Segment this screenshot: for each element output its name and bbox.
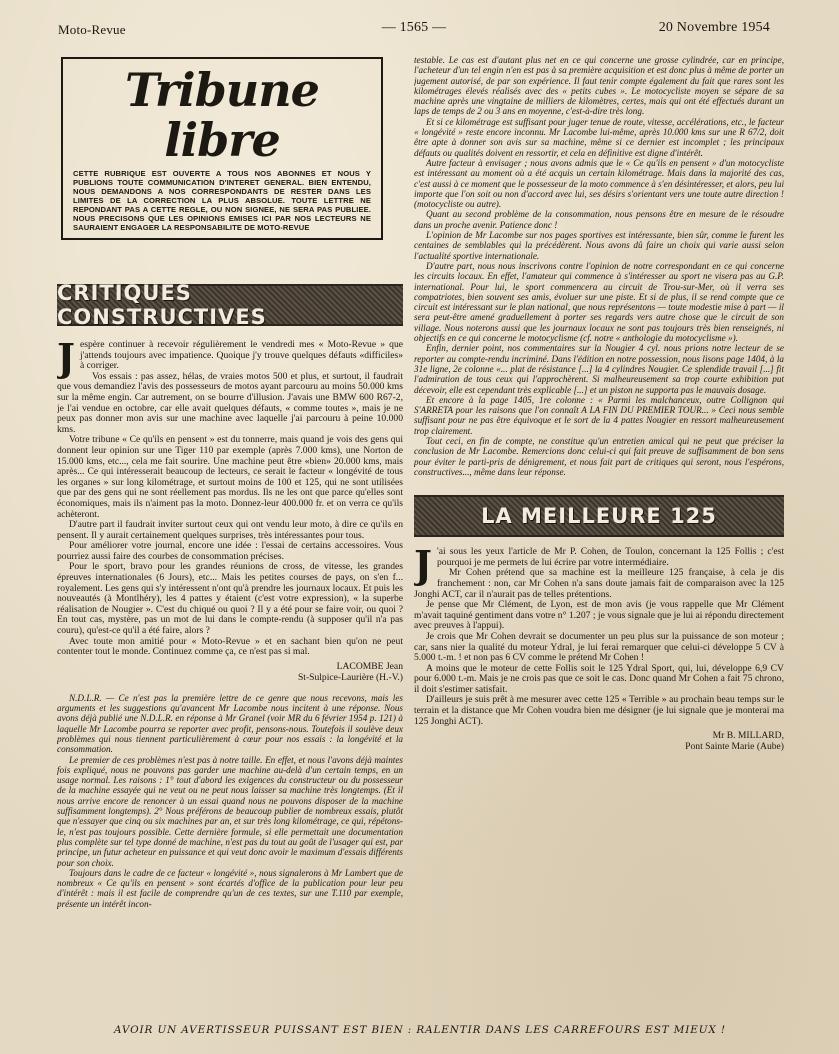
continuation-paragraph: Quant au second problème de la consommation, nous pensons être en mesure de le résoudre dans un proche avenir. Patience donc ! xyxy=(414,209,784,230)
issue-date: 20 Novembre 1954 xyxy=(658,20,770,35)
article-banner xyxy=(57,281,403,329)
section-intro: CETTE RUBRIQUE EST OUVERTE A TOUS NOS ABONNES ET NOUS Y PUBLIONS TOUTE COMMUNICATION D'INTERET GENERAL. BIEN ENTENDU, NOUS DEMANDONS A NOS CORRESPONDANTS DE RESTER DANS LES LIMITES DE LA CORRECTION LA PLUS ABSOLUE. TOUTE LETTRE NE REPONDANT PAS A CETTE REGLE, OU NON SIGNEE, NE SERA PAS PUBLIEE. NOUS PRECISONS QUE LES OPINIONS EMISES ICI PAR NOS LECTEURS NE SAURAIENT ENGAGER LA RESPONSABILITE DE MOTO-REVUE xyxy=(73,169,371,232)
letter-paragraph: Votre tribune « Ce qu'ils en pensent » est du tonnerre, mais quand je vois des gens qui donnent leur opinion sur une Tiger 110 par exemple (après 7.000 kms), une Norton de 15.000 kms, etc..., cela me fait sourire. Une machine peut être «bien» 20.000 kms, mais après... Ce qui intéresserait beaucoup de lecteurs, ce serait le facteur « longévité de tous les organes » sur long kilométrage, et surtout moins de 100 et 125, qui ne sont utilisées que par des gens qui ne sont réellement pas mordus. Ils ne les ont que parce qu'elles sont économiques, mais ils n'aiment pas la moto. Donnez-leur 400.000 fr. et on verra ce qu'ils achèteront. xyxy=(57,434,403,520)
letter-paragraph: Pour le sport, bravo pour les grandes réunions de cross, de vitesse, les grandes épreuves internationales (6 Jours), etc... Mais les petites courses de pays, on s'en f... royalement. Les gens qui s'y intéressent n'ont qu'à prendre les journaux locaux. Et puis les nouveautés (à Montlhéry), les 4 pattes y étaient (c'est votre expression), « la superbe réalisation de Nougier ». C'est du chiqué ou quoi ? Il y a été pour se faire voir, ou quoi ? En tout cas, mystère, pas un mot de lui dans le compte-rendu (à supposer qu'il n'a pas couru), qu'est-ce qu'il a été faire, alors ? xyxy=(57,561,403,637)
letter-paragraph: A moins que le moteur de cette Follis soit le 125 Ydral Sport, qui, lui, développe 6,9 CV pour 6.000 t.-m. Mais je ne crois pas que ce soit le cas. Donc quand Mr Cohen a fait 75 chrono, il doit s'estimer satisfait. xyxy=(414,662,784,695)
continuation-paragraph: D'autre part, nous nous inscrivons contre l'opinion de notre correspondant en ce qui concerne les circuits locaux. En effet, l'amateur qui commence à s'intéresser au sport ne visera pas au G.P. international. Pour lui, le sport commencera au circuit de Trou-sur-Mer, où il verra ses compatriotes, bien souvent ses amis, évoluer sur une piste. Et si de plus, il se rend compte que ce circuit est intéressant sur le plan national, que nous représentons — toute modestie mise à part — il sera peut-être amené graduellement à porter ses regards vers autre chose que le circuit de son village. Nous noterons aussi que les journaux locaux ne sont pas toujours très bien renseignés, ni objectifs en ce qui concerne le motocyclisme (cf. notre « anthologie du motocyclisme »). xyxy=(414,260,784,344)
right-column xyxy=(414,55,784,1015)
drop-cap: J xyxy=(57,335,75,380)
editor-note-continuation xyxy=(414,55,784,477)
letter-paragraph: J 'ai sous les yeux l'article de Mr P. Cohen, de Toulon, concernant la 125 Follis ; c'est pourquoi je me permets de lui écrire par votre intermédiaire. xyxy=(414,542,784,588)
letter-paragraph: D'ailleurs je suis prêt à me mesurer avec cette 125 « Terrible » au prochain beau temps sur le terrain et la distance que Mr Cohen voudra bien me désigner (je lui signale que je monterai ma 125 Jonghi ACT). xyxy=(414,694,784,727)
letter-paragraph: Jespère continuer à recevoir régulièrement le vendredi mes « Moto-Revue » que j'attends toujours avec impatience. Quoique j'y trouve quelques défauts «difficiles» à corriger. xyxy=(57,335,403,380)
continuation-paragraph: testable. Le cas est d'autant plus net en ce qui concerne une grosse cylindrée, car en principe, l'acheteur d'un tel engin n'en est pas à sa première acquisition et est donc plus à même de porter un jugement autorisé, de par son expérience. Il faut tenir compte également du fait que rares sont les kilométrages élevés réalisés avec des « petits cubes ». Le motocycliste moyen se sépare de sa machine après une vingtaine de milliers de kilomètres, certes, mais qui ont été effectués durant un laps de temps de 2 ou 3 ans en moyenne, c'est-à-dire très long. xyxy=(414,55,784,117)
left-column xyxy=(57,55,403,1015)
letter-paragraph: Avec toute mon amitié pour « Moto-Revue » et en sachant bien qu'on ne peut contenter tout le monde. Continuez comme ça, ce n'est pas si mal. xyxy=(57,635,403,658)
letter-paragraph: Vos essais : pas assez, hélas, de vraies motos 500 et plus, et surtout, il faudrait que vous demandiez l'avis des possesseurs de motos ayant parcouru au moins 50.000 kms sur la même engin. Car autrement, on se bourre d'illusion. J'avais une BMW 600 R67-2, je l'ai vendue en octobre, car elle avait quelques défauts, « comme toutes », mais je ne peux pas donner mon avis sur une machine avec laquelle j'ai parcouru à peine 10.000 kms. xyxy=(57,370,403,435)
article-banner-title: CRITIQUES CONSTRUCTIVES xyxy=(57,281,267,329)
letter-paragraph: D'autre part il faudrait inviter surtout ceux qui ont vendu leur moto, à dire ce qu'ils en pensent. Il y aurait certainement quelques surprises, très intéressantes pour tous. xyxy=(57,519,403,541)
letter-paragraph: Mr Cohen prétend que sa machine est la meilleure 125 française, à cela je dis franchement : non, car Mr Cohen n'a sans doute jamais fait de comparaison avec la 125 Jonghi ACT, car il n'aurait pas de telles prétentions. xyxy=(414,567,784,600)
letter-signature xyxy=(57,661,403,683)
editor-note-paragraph: Le premier de ces problèmes n'est pas à notre taille. En effet, et nous l'avons déjà maintes fois expliqué, nous ne pouvons pas garder une machine au-delà d'un certain temps, en un usage normal. Les raisons : 1° tout d'abord les exigences du constructeur ou du possesseur de la machine essayée qui ne veut ou ne peut nous laisser sa machine très longtemps. (Et il nous arrive encore de renoncer à un essai quand nous ne pouvons disposer de la machine suffisamment longtemps). 2° Nous préférons de beaucoup publier de nombreux essais, plutôt que n'essayer que cinq ou six machines par an, et sur très long kilométrage, ce qui, répétons-le, n'est pas toujours possible. Cette dernière formule, si elle permettait une documentation plus complète sur tel type donné de machine, n'est pas du tout au goût de l'usager qui est, par principe, un futur acheteur en puissance et qui veut donc avoir le maximum d'essais différents pour son choix. xyxy=(57,754,403,868)
continuation-paragraph: Tout ceci, en fin de compte, ne constitue qu'un entretien amical qui ne peut que préciser la conclusion de Mr Lacombe. Remercions donc celui-ci qui fait preuve de suffisamment de bon sens pour éviter le parti-pris de dénigrement, et nous fait part de critiques qui seront, nous l'espérons, constructives..., même dans leur réponse. xyxy=(414,435,784,477)
publication-name: Moto-Revue xyxy=(58,22,126,37)
article-banner xyxy=(414,495,784,537)
letter-body xyxy=(414,542,784,727)
page-number: — 1565 — xyxy=(381,20,447,35)
section-title: Tribune libre xyxy=(125,63,319,167)
signature-name: LACOMBE Jean xyxy=(336,660,403,672)
continuation-paragraph: Autre facteur à envisager ; nous avons admis que le « Ce qu'ils en pensent » d'un motocycliste est intéressant au moment où a été acquis un certain kilométrage. Mais dans la majorité des cas, c'est aussi à ce moment que le possesseur de la moto commence à s'en désintéresser, et alors, peu lui importe que l'on soit ou non d'accord avec lui, ses désirs s'orientant vers une toute autre direction ! (motocycliste ou autre). xyxy=(414,157,784,210)
continuation-paragraph: L'opinion de Mr Lacombe sur nos pages sportives est intéressante, bien sûr, comme le furent les centaines de semblables qui la précédèrent. Nous avons dû faire un choix qui varie aussi selon l'actualité sportive internationale. xyxy=(414,230,784,261)
continuation-paragraph: Et encore à la page 1405, 1re colonne : « Parmi les malchanceux, outre Collignon qui S'ARRETA pour les raisons que l'on connaît A LA FIN DU PREMIER TOUR... » Ceci nous semble suffisant pour ne pas être équivoque et le sort de la 4 pattes Nougier en ressort malheureusement trop clairement. xyxy=(414,394,784,436)
signature-name: Mr B. MILLARD, xyxy=(712,730,784,742)
editor-note-paragraph: N.D.L.R. — Ce n'est pas la première lettre de ce genre que nous recevons, mais les arguments et les suggestions qu'avancent Mr Lacombe nous incitent à une réponse. Nous avons déjà publié une N.D.L.R. en réponse à Mr Granel (voir MR du 6 février 1954 p. 121) à laquelle Mr Lacombe pourra se reporter avec profit, pensons-nous. Toutefois il soulève deux problèmes qui nous tiennent particulièrement à cœur pour nos essais : la longévité et la consommation. xyxy=(57,692,403,755)
continuation-paragraph: Enfin, dernier point, nos commentaires sur la Nougier 4 cyl. nous prions notre lecteur de se reporter au compte-rendu incriminé. Dans l'édition en notre possession, nous lisons page 1404, à la 31e ligne, 2e colonne «... plat de résistance [...] la 4 cylindres Nougier. Ce splendide travail [...] fit l'admiration de tous ceux qui l'approchèrent. Si malheureusement sa trop courte exhibition put décevoir, elle est cependant très explicable [...] et un piston ne supporta pas le mauvais dosage. xyxy=(414,343,784,395)
tribune-box xyxy=(61,57,383,240)
editor-note xyxy=(57,693,403,909)
continuation-paragraph: Et si ce kilométrage est suffisant pour juger tenue de route, vitesse, accélérations, etc., le facteur « longévité » reste encore inconnu. Mr Lacombe lui-même, après 10.000 kms sur une R 67/2, doit être apte à donner son avis sur sa machine, même si ce dernier est incomplet ; les principaux défauts ou qualités doivent en ressortir, et cela en définitive est digne d'intérêt. xyxy=(414,116,784,158)
letter-signature xyxy=(414,730,784,752)
signature-place: Pont Sainte Marie (Aube) xyxy=(685,741,784,753)
letter-paragraph: Je pense que Mr Clément, de Lyon, est de mon avis (je vous rappelle que Mr Clément m'avait taquiné gentiment dans votre n° 1.207 ; je vous signale que je lui ai répondu directement avec preuves à l'appui). xyxy=(414,599,784,632)
footer-slogan: AVOIR UN AVERTISSEUR PUISSANT EST BIEN : RALENTIR DANS LES CARREFOURS EST MIEUX ! xyxy=(113,1024,727,1036)
letter-body xyxy=(57,335,403,658)
article-banner-title: LA MEILLEURE 125 xyxy=(481,504,717,529)
signature-place: St-Sulpice-Laurière (H.-V.) xyxy=(297,671,403,683)
letter-paragraph: Pour améliorer votre journal, encore une idée : l'essai de certains accessoires. Vous pourriez aussi faire des courbes de consommation précises. xyxy=(57,540,403,562)
editor-note-paragraph: Toujours dans le cadre de ce facteur « longévité », nous signalerons à Mr Lambert que de nombreux « Ce qu'ils en pensent » sont écartés d'office de la publication pour leur peu d'intérêt : mais il est facile de comprendre qu'un de ces textes, sur une T.110 par exemple, présente un intérêt incon- xyxy=(57,867,403,909)
letter-paragraph: Je crois que Mr Cohen devrait se documenter un peu plus sur la puissance de son moteur ; car, sans nier la qualité du moteur Ydral, je lui ferai remarquer que celui-ci développe 5 CV à 5.000 t.-m. ! et non pas 6 CV comme le prétend Mr Cohen ! xyxy=(414,630,784,664)
page-header xyxy=(58,18,770,40)
drop-cap: J xyxy=(414,542,432,588)
